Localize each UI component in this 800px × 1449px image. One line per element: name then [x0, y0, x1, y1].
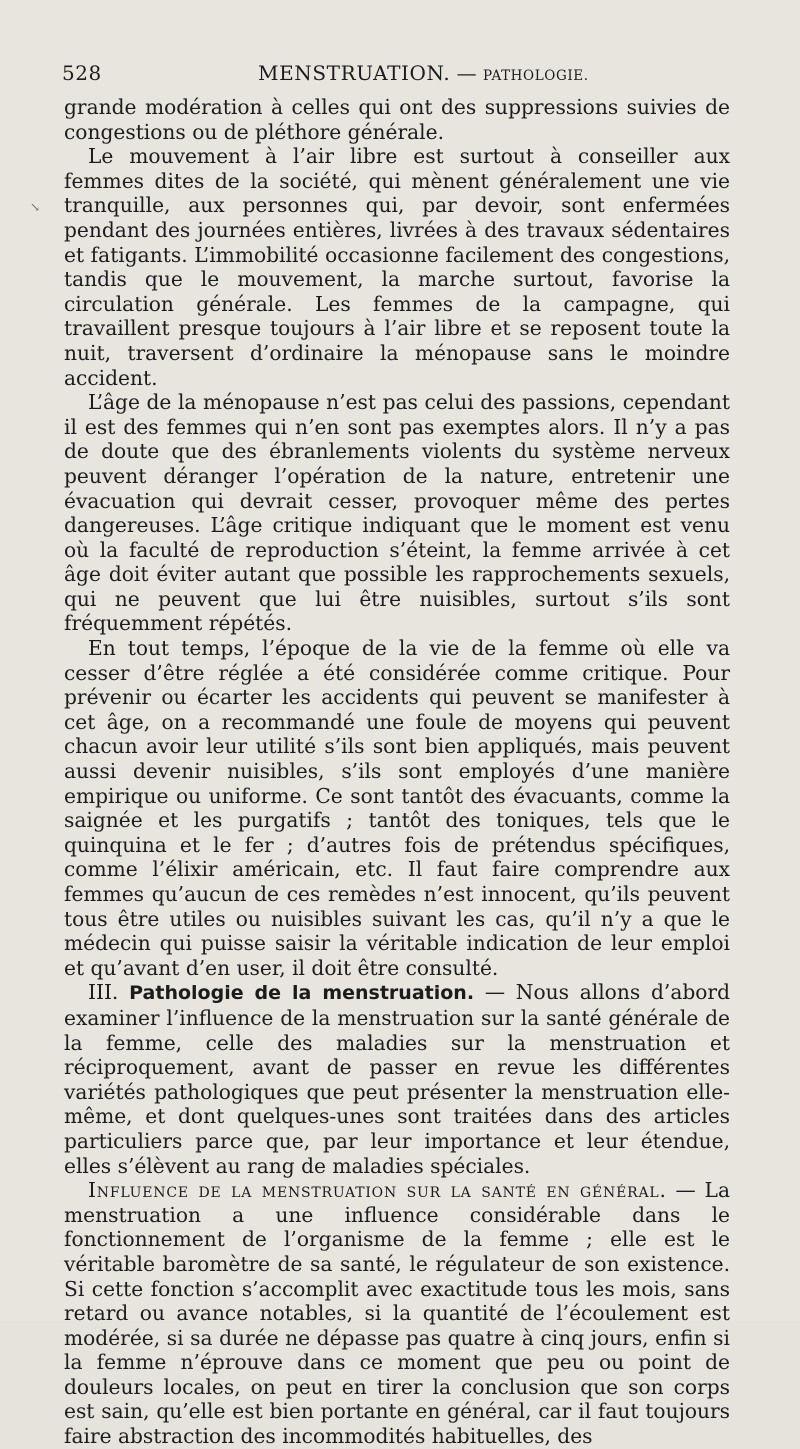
section-text: — Nous allons d’abord examiner l’influence de la menstruation sur la santé générale de la femme, celle des maladies sur la menstruation et réciproquement, avant de passer en revue les différentes variétés pathologiques que peut présenter la menstruation elle-même, et dont quelques-unes sont traitées dans des articles particuliers parce que, par leur importance et leur étendue, elles s’élèvent au rang de maladies spéciales. [64, 980, 731, 1178]
margin-mark-icon: ↘ [30, 200, 41, 214]
paragraph-outdoor-exercise: Le mouvement à l’air libre est surtout à conseiller aux femmes dites de la société, qui mènent généralement une vie tranquille, aux personnes qui, par devoir, sont enfermées pendant des journées entières, livrées à des travaux sédentaires et fatigants. L’immobilité occasionne facilement des congestions, tandis que le mouvement, la marche surtout, favorise la circulation générale. Les femmes de la campagne, qui travaillent presque toujours à l’air libre et se reposent toute la nuit, traversent d’ordinaire la ménopause sans le moindre accident. [64, 144, 730, 390]
paragraph-section-pathology [64, 980, 730, 1178]
subsection-text: — La menstruation a une influence considérable dans le fonctionnement de l’organisme de la femme ; elle est le véritable baromètre de sa santé, le régulateur de son existence. Si cette fonction s’accomplit avec exactitude tous les mois, sans retard ou avance notables, si la quantité de l’écoulement est modérée, si sa durée ne dépasse pas quatre à cinq jours, enfin si la femme n’éprouve dans ce moment que peu ou point de douleurs locales, on peut en tirer la conclusion que son corps est sain, qu’elle est bien portante en général, car il faut toujours faire abstraction des incommodités habituelles, des [64, 1178, 730, 1449]
section-title: Pathologie de la menstruation. [129, 982, 475, 1005]
paragraph-continuation: grande modération à celles qui ont des suppressions suivies de congestions ou de pléthore générale. [64, 95, 730, 144]
paragraph-critical-age: En tout temps, l’époque de la vie de la femme où elle va cesser d’être réglée a été considérée comme critique. Pour prévenir ou écarter les accidents qui peuvent se manifester à cet âge, on a recommandé une foule de moyens qui peuvent chacun avoir leur utilité s’ils sont bien appliqués, mais peuvent aussi devenir nuisibles, s’ils sont employés d’une manière empirique ou uniforme. Ce sont tantôt des évacuants, comme la saignée et les purgatifs ; tantôt des toniques, tels que le quinquina et le fer ; d’autres fois de prétendus spécifiques, comme l’élixir américain, etc. Il faut faire comprendre aux femmes qu’aucun de ces remèdes n’est innocent, qu’ils peuvent tous être utiles ou nuisibles suivant les cas, qu’il n’y a que le médecin qui puisse saisir la véritable indication de leur emploi et qu’avant d’en user, il doit être consulté. [64, 636, 730, 980]
running-head-title: MENSTRUATION. [258, 61, 451, 85]
running-head-separator: — [450, 61, 484, 85]
page-header [62, 58, 730, 88]
page-number: 528 [62, 61, 102, 85]
paragraph-influence-health [64, 1178, 730, 1449]
running-head [258, 58, 589, 91]
running-head-subtitle: PATHOLOGIE. [483, 68, 589, 84]
subsection-title: Influence de la menstruation sur la santé en général. [88, 1178, 667, 1203]
section-number: III. [88, 980, 119, 1005]
body-text [64, 95, 730, 1449]
paragraph-menopause-passions: L’âge de la ménopause n’est pas celui des passions, cependant il est des femmes qui n’en sont pas exemptes alors. Il n’y a pas de doute que des ébranlements violents du système nerveux peuvent déranger l’opération de la nature, entretenir une évacuation qui devrait cesser, provoquer même des pertes dangereuses. L’âge critique indiquant que le moment est venu où la faculté de reproduction s’éteint, la femme arrivée à cet âge doit éviter autant que possible les rapprochements sexuels, qui ne peuvent que lui être nuisibles, surtout s’ils sont fréquemment répétés. [64, 390, 730, 636]
